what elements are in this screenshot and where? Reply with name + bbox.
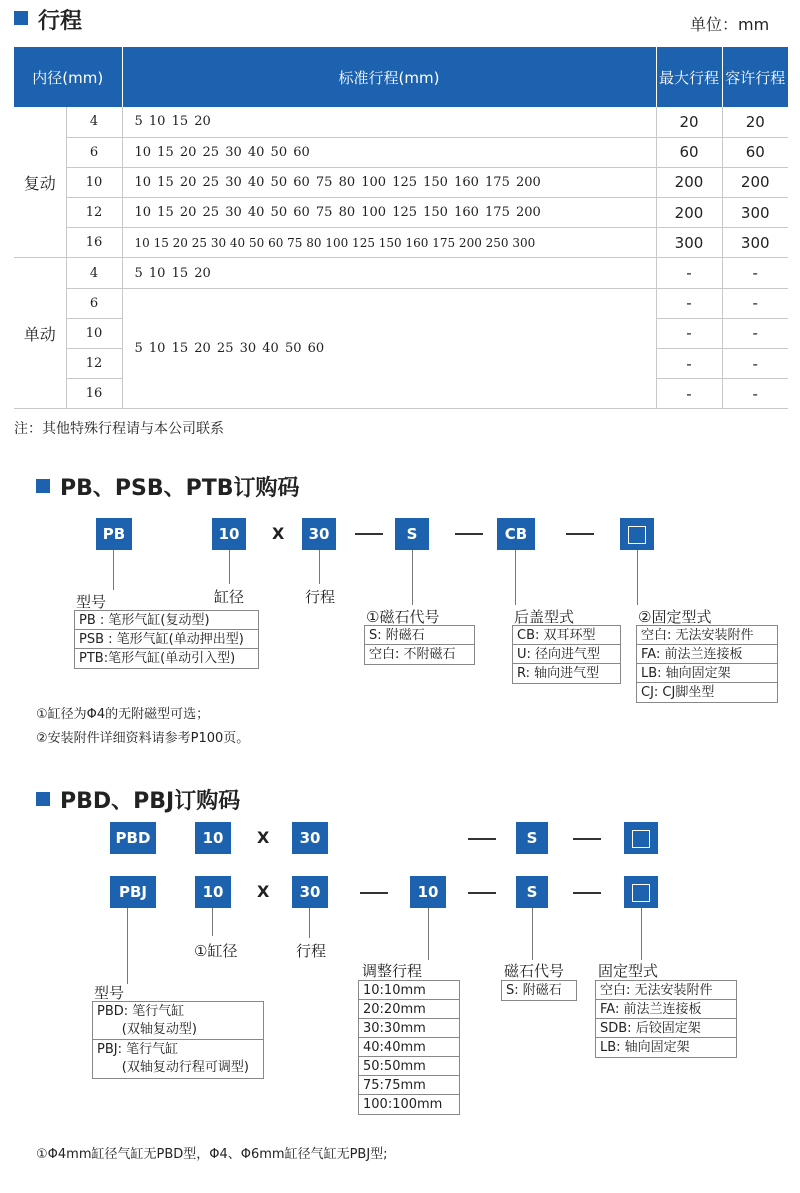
bore-cell: 4 [66, 107, 122, 137]
bore-cell: 4 [66, 258, 122, 288]
single-acting-label: 单动 [14, 258, 66, 409]
code-stroke: 30 [292, 876, 328, 908]
dash [573, 838, 601, 840]
stroke-table [14, 47, 788, 409]
x-symbol: X [257, 828, 270, 847]
connector [515, 550, 516, 605]
table-header-row [14, 47, 788, 107]
option: CB: 双耳环型 [513, 626, 620, 645]
connector [641, 908, 642, 960]
label-stroke: 行程 [305, 588, 336, 606]
label-model: 型号 [94, 984, 125, 1002]
option: 30:30mm [359, 1019, 459, 1038]
label-mount: ②固定型式 [638, 608, 712, 626]
pbd-note: ①Φ4mm缸径气缸无PBD型，Φ4、Φ6mm缸径气缸无PBJ型; [36, 1147, 388, 1162]
option: LB: 轴向固定架 [637, 664, 777, 683]
bore-cell: 10 [66, 318, 122, 348]
connector [412, 550, 413, 605]
table-row [14, 198, 788, 228]
dash [455, 533, 483, 535]
table-row [14, 258, 788, 288]
connector [428, 908, 429, 960]
table-row [14, 107, 788, 137]
code-bore: 10 [195, 822, 231, 854]
allow-cell: - [722, 288, 788, 318]
mount-options [595, 980, 737, 1058]
dash [566, 533, 594, 535]
option: PTB:笔形气缸(单动引入型) [79, 651, 236, 666]
label-bore: ①缸径 [194, 942, 238, 960]
strokes-cell: 5 10 15 20 25 30 40 50 60 [122, 288, 656, 409]
allow-cell: 200 [722, 167, 788, 197]
allow-cell: 60 [722, 137, 788, 167]
section-marker [14, 11, 28, 25]
strokes-cell: 10 15 20 25 30 40 50 60 75 80 100 125 150 160 175 200 250 300 [122, 228, 656, 258]
max-cell: - [656, 379, 722, 409]
dash [355, 533, 383, 535]
bore-cell: 12 [66, 198, 122, 228]
option: 20:20mm [359, 1000, 459, 1019]
strokes-cell: 5 10 15 20 [122, 107, 656, 137]
option: 10:10mm [359, 981, 459, 1000]
code-cover: CB [497, 518, 535, 550]
bore-cell: 16 [66, 228, 122, 258]
header-max-stroke: 最大行程 [656, 47, 722, 107]
header-standard-stroke: 标准行程(mm) [122, 47, 656, 107]
adjust-options [358, 980, 460, 1115]
dash [468, 838, 496, 840]
label-bore: 缸径 [214, 588, 245, 606]
header-allow-stroke: 容许行程 [722, 47, 788, 107]
option: R: 轴向进气型 [517, 666, 600, 681]
option: 空白: 无法安装附件 [637, 626, 777, 645]
unit-label: 单位：mm [690, 15, 770, 34]
max-cell: 60 [656, 137, 722, 167]
max-cell: - [656, 318, 722, 348]
allow-cell: - [722, 379, 788, 409]
stroke-title: 行程 [38, 9, 83, 34]
connector [127, 908, 128, 984]
code-mount-blank [624, 822, 658, 854]
magnet-options [501, 980, 577, 1001]
code-mount-blank [624, 876, 658, 908]
section-marker [36, 479, 50, 493]
label-stroke: 行程 [296, 942, 327, 960]
dash [573, 892, 601, 894]
option: FA: 前法兰连接板 [637, 645, 777, 664]
code-model: PB [96, 518, 132, 550]
dash [468, 892, 496, 894]
model-options [74, 610, 259, 669]
bore-cell: 16 [66, 379, 122, 409]
header-bore: 内径(mm) [14, 47, 122, 107]
code-stroke: 30 [302, 518, 336, 550]
option: PB : 笔形气缸(复动型) [75, 611, 258, 630]
option: LB: 轴向固定架 [600, 1040, 690, 1055]
option: SDB: 后铰固定架 [596, 1019, 736, 1038]
code-model-pbj: PBJ [110, 876, 156, 908]
allow-cell: - [722, 258, 788, 288]
pb-note-2: ②安装附件详细资料请参考P100页。 [36, 731, 250, 746]
x-symbol: X [272, 524, 285, 543]
max-cell: - [656, 288, 722, 318]
x-symbol: X [257, 882, 270, 901]
allow-cell: - [722, 349, 788, 379]
code-stroke: 30 [292, 822, 328, 854]
cover-options [512, 625, 621, 684]
option: 空白: 不附磁石 [369, 647, 456, 662]
label-adjust: 调整行程 [362, 962, 423, 980]
connector [113, 550, 114, 590]
bore-cell: 12 [66, 349, 122, 379]
stroke-note: 注：其他特殊行程请与本公司联系 [14, 421, 224, 437]
max-cell: 20 [656, 107, 722, 137]
option: 100:100mm [363, 1097, 443, 1112]
dash [360, 892, 388, 894]
option: 75:75mm [359, 1076, 459, 1095]
table-row [14, 228, 788, 258]
pb-note-1: ①缸径为Φ4的无附磁型可选； [36, 707, 210, 722]
bore-cell: 6 [66, 137, 122, 167]
allow-cell: 20 [722, 107, 788, 137]
table-row [14, 137, 788, 167]
table-row [14, 167, 788, 197]
max-cell: - [656, 258, 722, 288]
mount-options [636, 625, 778, 703]
code-mount-blank [620, 518, 654, 550]
code-bore: 10 [212, 518, 246, 550]
allow-cell: 300 [722, 228, 788, 258]
bore-cell: 10 [66, 167, 122, 197]
code-magnet: S [516, 876, 548, 908]
double-acting-label: 复动 [14, 107, 66, 258]
model-options [92, 1001, 264, 1079]
code-adjust: 10 [410, 876, 446, 908]
max-cell: 200 [656, 167, 722, 197]
code-magnet: S [395, 518, 429, 550]
max-cell: 200 [656, 198, 722, 228]
code-bore: 10 [195, 876, 231, 908]
connector [229, 550, 230, 584]
option: PBJ: 笔行气缸 (双轴复动行程可调型) [97, 1042, 249, 1075]
pbd-title: PBD、PBJ订购码 [60, 789, 241, 814]
option: PSB : 笔形气缸(单动押出型) [75, 630, 258, 649]
option: U: 径向进气型 [513, 645, 620, 664]
option: 40:40mm [359, 1038, 459, 1057]
section-marker [36, 792, 50, 806]
strokes-cell: 10 15 20 25 30 40 50 60 75 80 100 125 150 160 175 200 [122, 198, 656, 228]
option: 50:50mm [359, 1057, 459, 1076]
magnet-options [364, 625, 475, 665]
connector [532, 908, 533, 960]
label-cover: 后盖型式 [514, 608, 575, 626]
label-magnet: 磁石代号 [504, 962, 565, 980]
allow-cell: 300 [722, 198, 788, 228]
code-model-pbd: PBD [110, 822, 156, 854]
option: 空白: 无法安装附件 [596, 981, 736, 1000]
max-cell: - [656, 349, 722, 379]
label-magnet: ①磁石代号 [366, 608, 440, 626]
allow-cell: - [722, 318, 788, 348]
connector [637, 550, 638, 605]
option: S: 附磁石 [365, 626, 474, 645]
table-row [14, 288, 788, 318]
option: S: 附磁石 [506, 983, 562, 998]
strokes-cell: 10 15 20 25 30 40 50 60 75 80 100 125 150 160 175 200 [122, 167, 656, 197]
option: CJ: CJ脚坐型 [641, 685, 715, 700]
option: PBD: 笔行气缸 (双轴复动型) [93, 1002, 263, 1040]
strokes-cell: 10 15 20 25 30 40 50 60 [122, 137, 656, 167]
pb-title: PB、PSB、PTB订购码 [60, 476, 300, 501]
code-magnet: S [516, 822, 548, 854]
strokes-cell: 5 10 15 20 [122, 258, 656, 288]
max-cell: 300 [656, 228, 722, 258]
label-model: 型号 [76, 593, 107, 611]
connector [319, 550, 320, 584]
label-mount: 固定型式 [598, 962, 659, 980]
option: FA: 前法兰连接板 [596, 1000, 736, 1019]
bore-cell: 6 [66, 288, 122, 318]
connector [212, 908, 213, 936]
connector [309, 908, 310, 938]
